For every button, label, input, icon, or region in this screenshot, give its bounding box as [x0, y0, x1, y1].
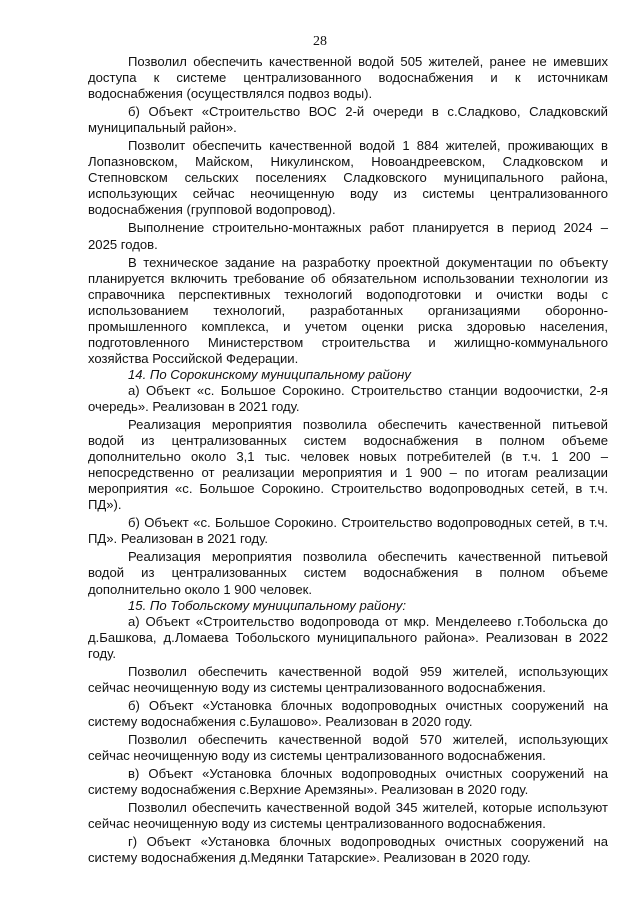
paragraph: Выполнение строительно-монтажных работ планируется в период 2024 – 2025 годов.	[88, 220, 608, 252]
paragraph: в) Объект «Установка блочных водопроводных очистных сооружений на систему водоснабжения с.Верхние Аремзяны». Реализован в 2020 году.	[88, 766, 608, 798]
document-body	[88, 54, 608, 866]
paragraph: б) Объект «с. Большое Сорокино. Строительство водопроводных сетей, в т.ч. ПД». Реализован в 2021 году.	[88, 515, 608, 547]
paragraph: Реализация мероприятия позволила обеспечить качественной питьевой водой из централизованных систем водоснабжения в полном объеме дополнительно около 3,1 тыс. человек новых потребителей (в т.ч. 1 200 – непосредственно от реализации мероприятия и 1 900 – по итогам реализации мероприятия «с. Большое Сорокино. Строительство водопроводных сетей, в т.ч. ПД»).	[88, 417, 608, 513]
paragraph: а) Объект «Строительство водопровода от мкр. Менделеево г.Тобольска до д.Башкова, д.Ломаева Тобольского муниципального района». Реализован в 2022 году.	[88, 613, 608, 661]
paragraph: Позволит обеспечить качественной водой 1 884 жителей, проживающих в Лопазновском, Майском, Никулинском, Новоандреевском, Сладковском и Степновском сельских поселениях Сладковского муниципального района, использующих сейчас неочищенную воду из системы централизованного водоснабжения (групповой водопровод).	[88, 138, 608, 218]
paragraph: Реализация мероприятия позволила обеспечить качественной питьевой водой из централизованных систем водоснабжения в полном объеме дополнительно около 1 900 человек.	[88, 549, 608, 597]
paragraph: Позволил обеспечить качественной водой 505 жителей, ранее не имевших доступа к системе централизованного водоснабжения и к источникам водоснабжения (осуществлялся подвоз воды).	[88, 54, 608, 102]
paragraph: а) Объект «с. Большое Сорокино. Строительство станции водоочистки, 2-я очередь». Реализован в 2021 году.	[88, 382, 608, 414]
paragraph: б) Объект «Установка блочных водопроводных очистных сооружений на систему водоснабжения с.Булашово». Реализован в 2020 году.	[88, 697, 608, 729]
page-number: 28	[313, 34, 327, 49]
paragraph: б) Объект «Строительство ВОС 2-й очереди в с.Сладково, Сладковский муниципальный район».	[88, 104, 608, 136]
section-heading: 14. По Сорокинскому муниципальному району	[128, 366, 411, 382]
paragraph: В техническое задание на разработку проектной документации по объекту планируется включить требование об обязательном использовании технологии из справочника перспективных технологий водоподготовки и очистки воды с использованием технологий, разработанных организациями оборонно-промышленного комплекса, и учетом оценки риска здоровью населения, подготовленного Министерством строительства и жилищно-коммунального хозяйства Российской Федерации.	[88, 254, 608, 366]
paragraph: г) Объект «Установка блочных водопроводных очистных сооружений на систему водоснабжения д.Медянки Татарские». Реализован в 2020 году.	[88, 834, 608, 866]
paragraph: Позволил обеспечить качественной водой 570 жителей, использующих сейчас неочищенную воду из системы централизованного водоснабжения.	[88, 731, 608, 763]
paragraph: Позволил обеспечить качественной водой 345 жителей, которые используют сейчас неочищенную воду из системы централизованного водоснабжения.	[88, 800, 608, 832]
section-heading: 15. По Тобольскому муниципальному району:	[128, 597, 407, 613]
paragraph: Позволил обеспечить качественной водой 959 жителей, использующих сейчас неочищенную воду из системы централизованного водоснабжения.	[88, 663, 608, 695]
